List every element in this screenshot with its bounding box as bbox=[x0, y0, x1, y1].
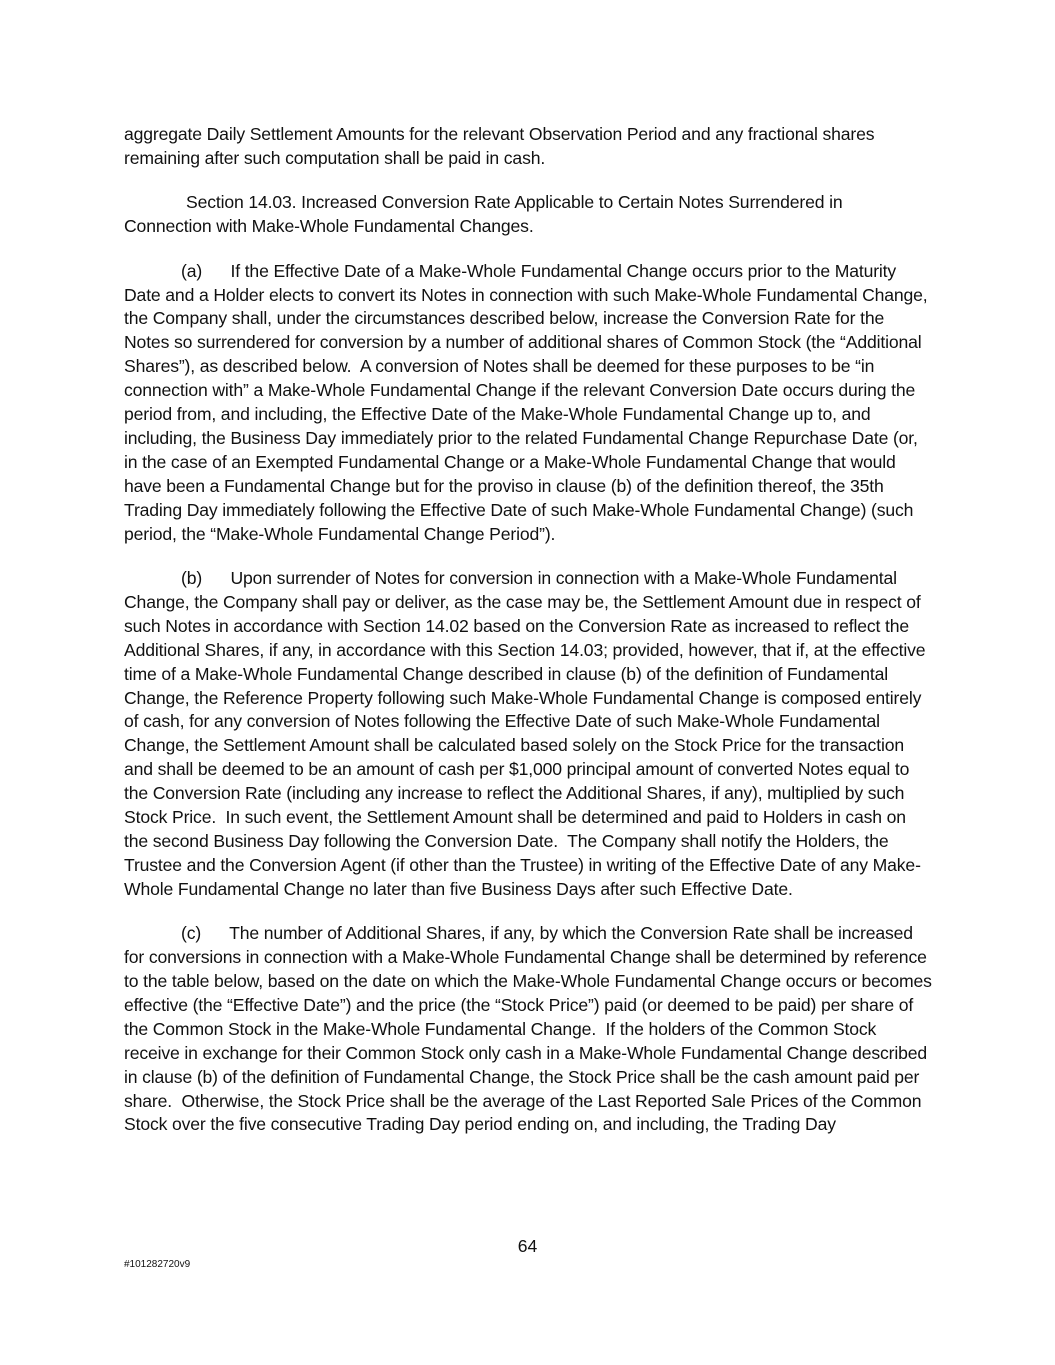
paragraph-a: (a) If the Effective Date of a Make-Whole Fundamental Change occurs prior to the Maturity Date and a Holder elects to convert its Notes in connection with such Make-Whole Fundamental Change, the Company shall, under the circumstances described below, increase the Conversion Rate for the Notes so surrendered for conversion by a number of additional shares of Common Stock (the “Additional Shares”), as described below. A conversion of Notes shall be deemed for these purposes to be “in connection with” a Make-Whole Fundamental Change if the relevant Conversion Date occurs during the period from, and including, the Effective Date of the Make-Whole Fundamental Change up to, and including, the Business Day immediately prior to the related Fundamental Change Repurchase Date (or, in the case of an Exempted Fundamental Change or a Make-Whole Fundamental Change that would have been a Fundamental Change but for the proviso in clause (b) of the definition thereof, the 35th Trading Day immediately following the Effective Date of such Make-Whole Fundamental Change) (such period, the “Make-Whole Fundamental Change Period”). bbox=[124, 260, 933, 544]
continuation-paragraph: aggregate Daily Settlement Amounts for the relevant Observation Period and any fractional shares remaining after such computation shall be paid in cash. bbox=[124, 124, 875, 168]
paragraph-b: (b) Upon surrender of Notes for conversion in connection with a Make-Whole Fundamental Change, the Company shall pay or deliver, as the case may be, the Settlement Amount due in respect of such Notes in accordance with Section 14.02 based on the Conversion Rate as increased to reflect the Additional Shares, if any, in accordance with this Section 14.03; provided, however, that if, at the effective time of a Make-Whole Fundamental Change described in clause (b) of the definition of Fundamental Change, the Reference Property following such Make-Whole Fundamental Change is composed entirely of cash, for any conversion of Notes following the Effective Date of such Make-Whole Fundamental Change, the Settlement Amount shall be calculated based solely on the Stock Price for the transaction and shall be deemed to be an amount of cash per $1,000 principal amount of converted Notes equal to the Conversion Rate (including any increase to reflect the Additional Shares, if any), multiplied by such Stock Price. In such event, the Settlement Amount shall be determined and paid to Holders in cash on the second Business Day following the Conversion Date. The Company shall notify the Holders, the Trustee and the Conversion Agent (if other than the Trustee) in writing of the Effective Date of any Make-Whole Fundamental Change no later than five Business Days after such Effective Date. bbox=[124, 568, 931, 899]
page-number: 64 bbox=[517, 1236, 538, 1256]
document-body bbox=[124, 123, 937, 1158]
document-id: #101282720v9 bbox=[124, 1259, 191, 1270]
paragraph-c: (c) The number of Additional Shares, if any, by which the Conversion Rate shall be increased for conversions in connection with a Make-Whole Fundamental Change shall be determined by reference to the table below, based on the date on which the Make-Whole Fundamental Change occurs or becomes effective (the “Effective Date”) and the price (the “Stock Price”) paid (or deemed to be paid) per share of the Common Stock in the Make-Whole Fundamental Change. If the holders of the Common Stock receive in exchange for their Common Stock only cash in a Make-Whole Fundamental Change described in clause (b) of the definition of Fundamental Change, the Stock Price shall be the cash amount paid per share. Otherwise, the Stock Price shall be the average of the Last Reported Sale Prices of the Common Stock over the five consecutive Trading Day period ending on, and including, the Trading Day bbox=[124, 923, 937, 1135]
section-14-03-heading: Section 14.03. Increased Conversion Rate Applicable to Certain Notes Surrendered in Connection with Make-Whole Fundamental Changes. bbox=[124, 192, 843, 237]
